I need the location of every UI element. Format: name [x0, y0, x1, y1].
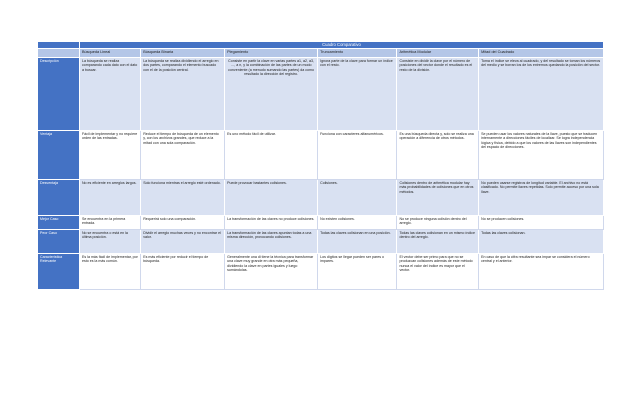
title-row: [38, 42, 604, 49]
table-row: [38, 254, 604, 290]
column-header: Mitad del Cuadrado: [479, 49, 604, 58]
table-cell: Solo funciona mientras el arreglo esté ordenado.: [141, 180, 225, 216]
table-cell: Es más eficiente por reducir el tiempo de búsqueda.: [141, 254, 225, 290]
table-cell: Consiste en partir la clave en varias partes a1, a2, a3, …, a n, y la combinación de las partes de un modo conveniente (a menudo sumando las partes) da como resultado la dirección del registro.: [225, 58, 318, 131]
column-header: Plegamiento: [225, 49, 318, 58]
table-cell: Los dígitos se llegar pueden ser pares o impares.: [318, 254, 397, 290]
table-cell: Todas las claves colisionan en un mismo índice dentro del arreglo.: [397, 230, 479, 254]
table-cell: La transformación de las claves no produce colisiones.: [225, 216, 318, 230]
row-header: Mejor Caso: [38, 216, 80, 230]
table-cell: Se encuentra en la primera entrada.: [79, 216, 140, 230]
column-header: Búsqueda Lineal: [79, 49, 140, 58]
table-cell: Generalmente una di tiene la técnica para transformar una clave muy grande en otra más pequeña, dividiendo la clave en partes iguales y luego sumándolas.: [225, 254, 318, 290]
column-header: Truncamiento: [318, 49, 397, 58]
header-corner: [38, 49, 80, 58]
table-cell: No pueden usarse registros de longitud variable. El archivo no está clasificado. No permite llaves repetidas. Solo permite acceso por una sola llave.: [479, 180, 604, 216]
table-cell: Es uno método fácil de utilizar.: [225, 131, 318, 180]
row-header: Característica Relevante: [38, 254, 80, 290]
table-cell: No es eficiente en arreglos largos.: [79, 180, 140, 216]
table-cell: Reduce el tiempo de búsqueda de un elemento y, con los archivos grandes, que reduce a la mitad con una sola comparación.: [141, 131, 225, 180]
table-row: [38, 216, 604, 230]
table-cell: Todas las claves colisionan en una posición.: [318, 230, 397, 254]
table-cell: Fácil de implementar y no requiere orden de las entradas.: [79, 131, 140, 180]
row-header: Desventaja: [38, 180, 80, 216]
row-header: Peor Caso: [38, 230, 80, 254]
table-cell: El vector debe ser primo para que no se produzcan colisiones además de este método nunca el valor del índice es mayor que el vector.: [397, 254, 479, 290]
table-cell: No se encuentra o está en la última posición.: [79, 230, 140, 254]
table-cell: Ignora parte de la clave para formar un índice con el resto.: [318, 58, 397, 131]
column-header: Búsqueda Binaria: [141, 49, 225, 58]
table-row: [38, 58, 604, 131]
table-cell: Colisiones.: [318, 180, 397, 216]
table-cell: En caso de que la cifra resultante sea impar se considera el número central y el anterior.: [479, 254, 604, 290]
table-cell: La transformación de las claves apuntan todas a una misma dirección, provocando colisiones.: [225, 230, 318, 254]
table-row: [38, 131, 604, 180]
comparison-table: [37, 41, 604, 290]
table-cell: Es la más fácil de implementar, por esto es la más común.: [79, 254, 140, 290]
table-cell: Se pueden usar los valores naturales de la llave, puesto que se traducen internamente a direcciones fáciles de localizar. Se logra independencia lógica y física, debido a que los valores de las llaves son independientes del espacio de direcciones.: [479, 131, 604, 180]
table-row: [38, 180, 604, 216]
table-cell: La búsqueda se realiza comparando cada dato con el dato a buscar.: [79, 58, 140, 131]
table-cell: No se produce ninguna colisión dentro del arreglo.: [397, 216, 479, 230]
table-cell: Todas las claves colisionan.: [479, 230, 604, 254]
row-header: Descripción: [38, 58, 80, 131]
table-row: [38, 230, 604, 254]
table-cell: Colisiones dentro de aritmética modular hay más probabilidades de colisiones que en otros métodos.: [397, 180, 479, 216]
title-corner: [38, 42, 80, 49]
table-cell: Toma el índice se eleva al cuadrado, y del resultado se toman los números del medio y se borran los de los extremos quedando la posición del sector.: [479, 58, 604, 131]
table-cell: La búsqueda se realiza dividiendo el arreglo en dos partes, comparando el elemento buscado con el de la posición central.: [141, 58, 225, 131]
table-cell: Dividir el arreglo muchas veces y no encontrar el valor.: [141, 230, 225, 254]
table-cell: No existen colisiones.: [318, 216, 397, 230]
table-cell: Funciona con caracteres alfanuméricos.: [318, 131, 397, 180]
row-header: Ventaja: [38, 131, 80, 180]
column-header: Aritmética Modular: [397, 49, 479, 58]
table-cell: Consiste en dividir la clave por el número de posiciones del vector donde el resultado es el resto de la división.: [397, 58, 479, 131]
table-cell: Puede provocar bastantes colisiones.: [225, 180, 318, 216]
table-cell: No se producen colisiones.: [479, 216, 604, 230]
table-cell: Requerirá solo una comparación.: [141, 216, 225, 230]
table-cell: Es una búsqueda directa y, solo se realiza una operación a diferencia de otros métodos.: [397, 131, 479, 180]
table-title: Cuadro Comparativo: [79, 42, 603, 49]
header-row: [38, 49, 604, 58]
